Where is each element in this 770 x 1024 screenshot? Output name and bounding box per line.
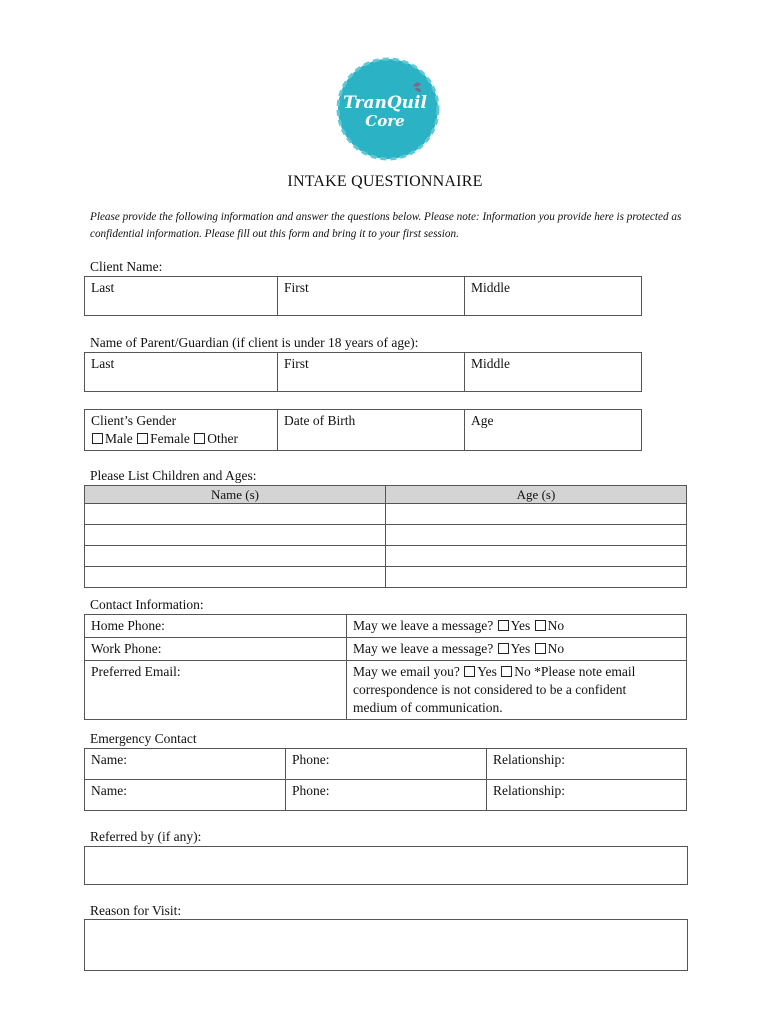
table-row: [85, 525, 687, 546]
age-field[interactable]: Age: [465, 410, 642, 451]
emergency-table: [84, 748, 687, 811]
child-name-field[interactable]: [85, 546, 386, 567]
no-label: No: [547, 618, 565, 633]
contact-table: [84, 614, 687, 720]
child-name-field[interactable]: [85, 504, 386, 525]
guardian-first-field[interactable]: First: [278, 353, 465, 392]
female-label: Female: [150, 431, 190, 446]
no-label: No: [514, 664, 531, 679]
table-row: [85, 567, 687, 588]
reason-label: Reason for Visit:: [90, 903, 182, 918]
child-age-field[interactable]: [386, 525, 687, 546]
dob-field[interactable]: Date of Birth: [278, 410, 465, 451]
client-last-field[interactable]: Last: [85, 277, 278, 316]
email-yes-checkbox[interactable]: [464, 666, 475, 677]
page-title: INTAKE QUESTIONNAIRE: [287, 173, 483, 190]
email-no-checkbox[interactable]: [501, 666, 512, 677]
work-message-yes-checkbox[interactable]: [498, 643, 509, 654]
email-note-line3: medium of communication.: [353, 700, 503, 715]
yes-label: Yes: [510, 618, 531, 633]
guardian-name-label: Name of Parent/Guardian (if client is under 18 years of age):: [90, 335, 419, 350]
gender-label: Client’s Gender: [91, 413, 177, 428]
home-message-question: May we leave a message?: [353, 618, 494, 633]
female-checkbox[interactable]: [137, 433, 148, 444]
guardian-last-field[interactable]: Last: [85, 353, 278, 392]
emergency-name-field-2[interactable]: Name:: [85, 780, 286, 811]
emergency-phone-field-2[interactable]: Phone:: [286, 780, 487, 811]
emergency-phone-field[interactable]: Phone:: [286, 749, 487, 780]
child-age-field[interactable]: [386, 504, 687, 525]
guardian-middle-field[interactable]: Middle: [465, 353, 642, 392]
child-age-field[interactable]: [386, 546, 687, 567]
email-note: *Please note email: [534, 664, 636, 679]
email-permission-cell: [347, 661, 687, 720]
emergency-name-field[interactable]: Name:: [85, 749, 286, 780]
referred-input[interactable]: [84, 846, 688, 885]
child-name-field[interactable]: [85, 567, 386, 588]
other-label: Other: [207, 431, 238, 446]
emergency-relationship-field-2[interactable]: Relationship:: [487, 780, 687, 811]
gender-dob-table: [84, 409, 642, 451]
child-name-field[interactable]: [85, 525, 386, 546]
children-label: Please List Children and Ages:: [90, 468, 257, 483]
other-checkbox[interactable]: [194, 433, 205, 444]
contact-label: Contact Information:: [90, 597, 204, 612]
client-name-table: [84, 276, 642, 316]
intro-text: Please provide the following information and answer the questions below. Please note: Information you provide here is protected as confidential information. Please fill out this form and bring it to your first session.: [90, 211, 682, 240]
male-checkbox[interactable]: [92, 433, 103, 444]
home-message-yes-checkbox[interactable]: [498, 620, 509, 631]
home-phone-field[interactable]: Home Phone:: [85, 615, 347, 638]
gender-cell: [85, 410, 278, 451]
referred-label: Referred by (if any):: [90, 829, 202, 844]
logo-text-line2: Core: [365, 112, 405, 130]
table-row: [85, 504, 687, 525]
yes-label: Yes: [477, 664, 497, 679]
work-message-cell: [347, 638, 687, 661]
logo-text-line1: TranQuil: [343, 93, 427, 113]
children-table: [84, 485, 687, 588]
email-note-line2: correspondence is not considered to be a confident: [353, 682, 627, 697]
child-age-field[interactable]: [386, 567, 687, 588]
table-row: [85, 546, 687, 567]
male-label: Male: [105, 431, 133, 446]
client-middle-field[interactable]: Middle: [465, 277, 642, 316]
home-message-cell: [347, 615, 687, 638]
guardian-name-table: [84, 352, 642, 392]
reason-input[interactable]: [84, 919, 688, 971]
client-first-field[interactable]: First: [278, 277, 465, 316]
home-message-no-checkbox[interactable]: [535, 620, 546, 631]
work-message-question: May we leave a message?: [353, 641, 494, 656]
emergency-relationship-field[interactable]: Relationship:: [487, 749, 687, 780]
work-phone-field[interactable]: Work Phone:: [85, 638, 347, 661]
yes-label: Yes: [510, 641, 531, 656]
client-name-label: Client Name:: [90, 259, 163, 274]
children-age-header: Age (s): [386, 486, 687, 504]
tranquil-core-logo: [335, 56, 441, 162]
work-message-no-checkbox[interactable]: [535, 643, 546, 654]
emergency-label: Emergency Contact: [90, 731, 197, 746]
no-label: No: [547, 641, 565, 656]
preferred-email-field[interactable]: Preferred Email:: [85, 661, 347, 720]
email-question: May we email you?: [353, 664, 460, 679]
children-name-header: Name (s): [85, 486, 386, 504]
